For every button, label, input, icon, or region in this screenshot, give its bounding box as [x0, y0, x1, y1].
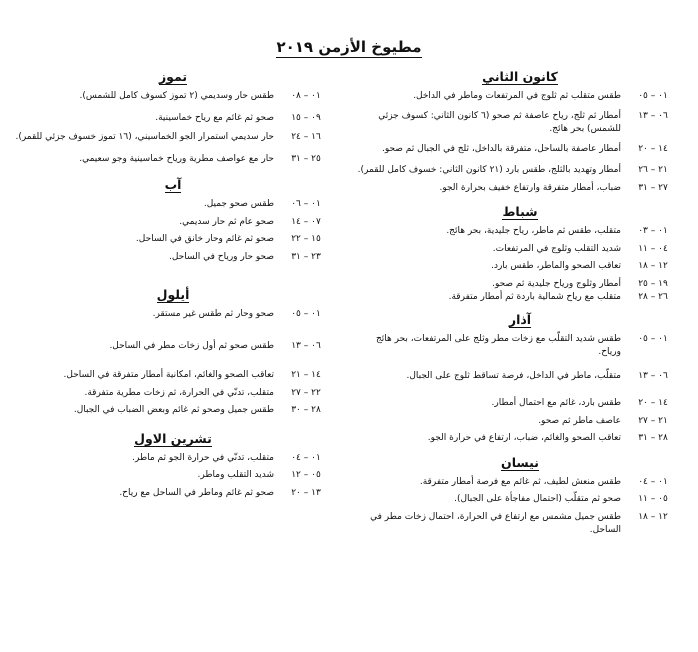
left-column — [8, 68, 338, 500]
forecast-text: صحو حار ورياح في الساحل. — [168, 251, 274, 262]
date-range: ١٤ – ٢٠ — [638, 398, 668, 408]
date-range: ٠١ – ٠٤ — [291, 452, 321, 463]
month-name: أيلول — [156, 287, 190, 302]
month-name: تشرين الاول — [134, 430, 212, 446]
date-range: ٠١ – ٠٥ — [291, 309, 321, 319]
month-name: نيسان — [501, 454, 539, 470]
date-range: ٢٧ – ٣١ — [638, 182, 668, 193]
forecast-text: متقلّب، ماطر في الداخل، فرصة تساقط ثلوج على الجبال. — [406, 370, 621, 381]
forecast-row — [355, 476, 685, 490]
forecast-row — [355, 511, 685, 538]
forecast-text: تعاقب الصحو والغائم، ضباب، ارتفاع في حرارة الجو. — [427, 433, 621, 443]
forecast-text: طقس منعش لطيف، ثم غائم مع فرصة أمطار متفرقة. — [419, 476, 621, 487]
date-range: ٠٦ – ١٣ — [291, 340, 321, 351]
month-heading — [355, 454, 685, 472]
forecast-row — [8, 387, 338, 401]
forecast-text: حار سديمي استمرار الجو الخماسيني، (١٦ تموز خسوف جزئي للقمر). — [15, 132, 274, 142]
forecast-row — [355, 182, 685, 196]
month-section — [8, 176, 338, 264]
forecast-text: شديد التقلب وثلوج في المرتفعات. — [492, 243, 621, 254]
date-range: ٠٦ – ١٣ — [638, 110, 668, 121]
date-range: ١٦ – ٢٤ — [291, 132, 321, 142]
date-range: ١٥ – ٢٢ — [291, 234, 321, 244]
forecast-text: أمطار وتهديد بالثلج، طقس بارد (٢١ كانون الثاني: خسوف كامل للقمر). — [357, 165, 621, 175]
month-heading — [8, 430, 338, 448]
month-heading — [8, 286, 338, 304]
date-range: ٢١ – ٢٧ — [638, 415, 668, 426]
month-heading — [355, 203, 685, 221]
date-range: ٢٦ – ٢٨ — [638, 292, 668, 302]
forecast-text: أمطار وثلوج ورياح جليدية ثم صحو. — [492, 278, 621, 289]
forecast-text: طقس شديد التقلّب مع زخات مطر وثلج على المرتفعات، بحر هائج ورياح. — [375, 333, 621, 357]
date-range: ٠١ – ٠٥ — [638, 91, 668, 101]
forecast-row — [8, 404, 338, 418]
date-range: ٠١ – ٠٦ — [291, 199, 321, 209]
date-range: ٠٥ – ١٢ — [291, 470, 321, 480]
page-title: مطيوخ الأزمن ٢٠١٩ — [276, 38, 422, 56]
month-heading — [355, 68, 685, 86]
forecast-row — [8, 198, 338, 212]
forecast-row — [355, 432, 685, 446]
forecast-text: متقلب، تدنّي في حرارة الجو ثم ماطر. — [132, 452, 274, 463]
forecast-row — [355, 110, 685, 137]
forecast-row — [355, 260, 685, 274]
forecast-text: صحو ثم غائم وحار خانق في الساحل. — [135, 234, 274, 244]
date-range: ٠٧ – ١٤ — [291, 216, 321, 227]
forecast-text: أمطار عاصفة بالساحل، متفرقة بالداخل، ثلج في الجبال ثم صحو. — [381, 143, 621, 154]
month-name: آذار — [508, 311, 532, 327]
date-range: ٠٦ – ١٣ — [638, 370, 668, 381]
forecast-text: تعاقب الصحو والغائم، امكانية أمطار متفرقة في الساحل. — [63, 370, 274, 380]
forecast-text: عاصف ماطر ثم صحو. — [538, 415, 621, 426]
forecast-text: طقس صحو ثم أول زخات مطر في الساحل. — [109, 340, 274, 351]
date-range: ٠٥ – ١١ — [638, 494, 668, 504]
month-section — [355, 454, 685, 538]
forecast-text: صحو ثم غائم مع رياح خماسينية. — [155, 112, 274, 123]
forecast-text: طقس صحو جميل. — [203, 199, 274, 209]
forecast-row — [355, 493, 685, 507]
forecast-text: صحو عام ثم حار سديمي. — [179, 216, 274, 227]
forecast-row — [355, 90, 685, 104]
right-column — [355, 68, 685, 538]
forecast-text: شديد التقلب وماطر. — [197, 470, 274, 480]
date-range: ٢٨ – ٣٠ — [291, 405, 321, 415]
forecast-row — [8, 487, 338, 501]
forecast-row — [355, 278, 685, 292]
forecast-text: طقس متقلب ثم ثلوج في المرتفعات وماطر في الداخل. — [413, 91, 621, 101]
month-heading — [8, 68, 338, 86]
forecast-row — [8, 216, 338, 230]
date-range: ٠١ – ٠٤ — [638, 476, 668, 487]
forecast-row — [355, 415, 685, 429]
month-section — [355, 311, 685, 446]
date-range: ٢٥ – ٣١ — [291, 153, 321, 164]
forecast-row — [355, 225, 685, 239]
date-range: ٠٩ – ١٥ — [291, 112, 321, 123]
forecast-row — [8, 251, 338, 265]
forecast-row — [355, 291, 685, 305]
month-name: شباط — [502, 204, 538, 219]
forecast-text: حار مع عواصف مطرية ورياح خماسينية وجو سعيمي. — [79, 153, 274, 164]
date-range: ١٤ – ٢٠ — [638, 143, 668, 154]
date-range: ٠١ – ٠٥ — [638, 333, 668, 344]
forecast-row — [355, 164, 685, 178]
forecast-row — [355, 143, 685, 157]
date-range: ١٢ – ١٨ — [638, 511, 668, 522]
date-range: ٢٣ – ٣١ — [291, 251, 321, 262]
forecast-row — [355, 243, 685, 257]
forecast-row — [8, 469, 338, 483]
date-range: ١٤ – ٢١ — [291, 370, 321, 380]
date-range: ٢٢ – ٢٧ — [291, 387, 321, 398]
forecast-text: تعاقب الصحو والماطر، طقس بارد. — [491, 261, 621, 271]
forecast-text: طقس بارد، غائم مع احتمال أمطار. — [491, 398, 621, 408]
forecast-row — [8, 369, 338, 383]
date-range: ٢١ – ٢٦ — [638, 165, 668, 175]
date-range: ١٩ – ٢٥ — [638, 278, 668, 289]
date-range: ١٢ – ١٨ — [638, 261, 668, 271]
forecast-text: أمطار ثم ثلج، رياح عاصفة ثم صحو (٦ كانون الثاني: كسوف جزئي للشمس) بحر هائج. — [378, 110, 621, 134]
forecast-row — [8, 131, 338, 145]
date-range: ٠١ – ٠٣ — [638, 226, 668, 236]
forecast-row — [355, 333, 685, 360]
date-range: ٠١ – ٠٨ — [291, 91, 321, 101]
forecast-row — [8, 90, 338, 104]
forecast-text: طقس جميل مشمس مع ارتفاع في الحرارة، احتمال زخات مطر في الساحل. — [370, 511, 621, 535]
date-range: ١٣ – ٢٠ — [291, 487, 321, 498]
forecast-text: متقلب، تدنّي في الحرارة، ثم زخات مطرية متفرقة. — [84, 387, 274, 398]
forecast-text: متقلب مع رياح شمالية باردة ثم أمطار متفرقة. — [448, 292, 621, 302]
forecast-text: صحو ثم غائم وماطر في الساحل مع رياح. — [119, 487, 274, 498]
forecast-text: صحو وحار ثم طقس غير مستقر. — [152, 309, 274, 319]
forecast-text: ضباب، أمطار متفرقة وارتفاع خفيف بحرارة الجو. — [439, 182, 621, 193]
month-name: آب — [164, 177, 182, 192]
date-range: ٢٨ – ٣١ — [638, 433, 668, 443]
month-heading — [8, 176, 338, 194]
month-section — [355, 203, 685, 305]
forecast-text: طقس جميل وصحو ثم غائم وبعض الضباب في الجبال. — [73, 405, 274, 415]
month-name: تموز — [158, 69, 188, 84]
month-section — [8, 430, 338, 501]
month-name: كانون الثاني — [482, 69, 558, 84]
month-section — [8, 68, 338, 166]
month-heading — [355, 311, 685, 329]
forecast-row — [8, 452, 338, 466]
forecast-row — [8, 153, 338, 167]
month-section — [355, 68, 685, 195]
forecast-row — [8, 308, 338, 322]
forecast-text: صحو ثم متقلّب (احتمال مفاجأة على الجبال). — [454, 494, 621, 504]
forecast-row — [8, 340, 338, 354]
forecast-text: متقلب، طقس ثم ماطر، رياح جليدية، بحر هائج. — [446, 226, 621, 236]
forecast-row — [8, 112, 338, 126]
forecast-row — [355, 370, 685, 384]
month-section — [8, 286, 338, 418]
forecast-text: طقس حار وسديمي (٢ تموز كسوف كامل للشمس). — [79, 91, 274, 101]
forecast-row — [8, 233, 338, 247]
date-range: ٠٤ – ١١ — [638, 243, 668, 254]
forecast-row — [355, 397, 685, 411]
